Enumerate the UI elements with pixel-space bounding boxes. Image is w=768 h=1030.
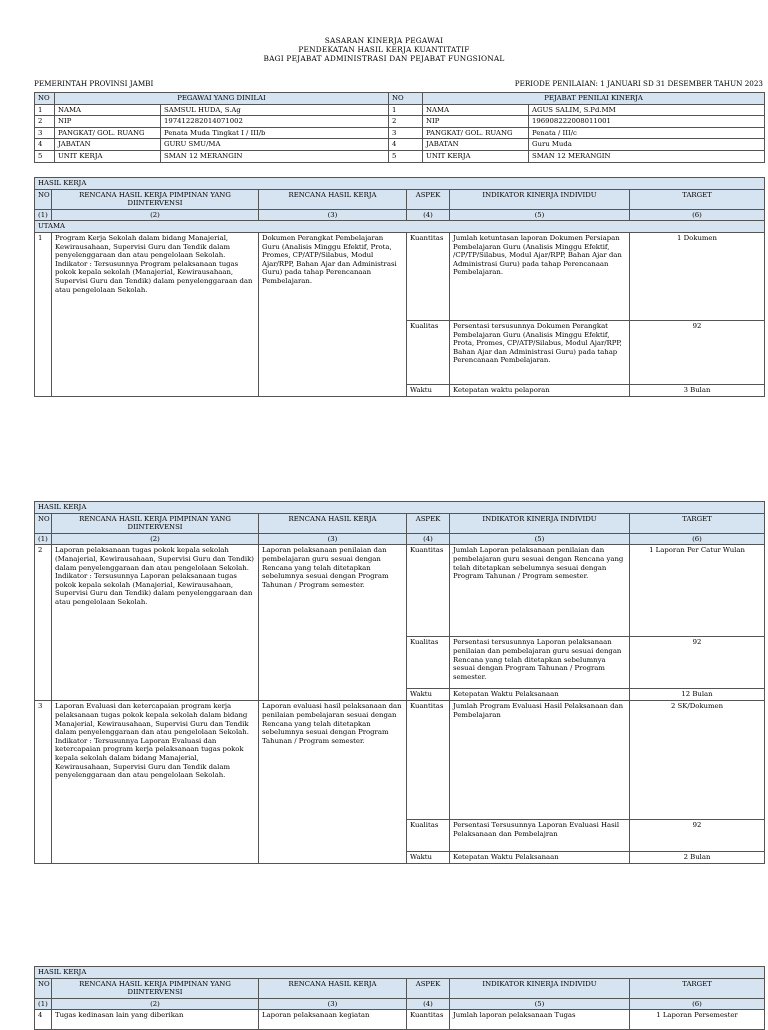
identity-penilai-value: SMAN 12 MERANGIN (529, 150, 765, 162)
identity-no: 4 (35, 139, 55, 151)
item-rhk: Laporan evaluasi hasil pelaksanaan dan penilaian pembelajaran sesuai dengan Rencana yang telah ditetapkan sebelumnya sesuai dengan Program Tahunan / Program semester. (259, 701, 407, 864)
item-aspek: Kualitas (407, 820, 450, 852)
item-target: 92 (630, 637, 765, 689)
identity-pegawai-value: SAMSUL HUDA, S.Ag (161, 104, 389, 116)
section-title: HASIL KERJA (35, 178, 765, 190)
identity-pegawai-value: SMAN 12 MERANGIN (161, 150, 389, 162)
item-indikator: Jumlah ketuntasan laporan Dokumen Persiapan Pembelajaran Guru (Analisis Minggu Efektif, /CP/TP/Silabus, Modul Ajar/RPP, Bahan Ajar dan Administrasi Guru) pada tahap Perencanaan Pembelajaran. (450, 232, 630, 320)
identity-penilai-value: Guru Muda (529, 139, 765, 151)
column-number: (2) (52, 533, 259, 545)
utama-row (35, 221, 765, 233)
identity-row (35, 116, 765, 128)
column-number: (6) (630, 533, 765, 545)
item-indikator: Persentasi Tersusunnya Laporan Evaluasi Hasil Pelaksanaan dan Pembelajran (450, 820, 630, 852)
identity-no-2: 4 (389, 139, 423, 151)
identity-row (35, 150, 765, 162)
identity-no: 3 (35, 127, 55, 139)
item-rhk: Laporan pelaksanaan kegiatan (259, 1010, 407, 1030)
identity-no-2: 1 (389, 104, 423, 116)
col-aspek: ASPEK (407, 978, 450, 998)
item-rhk: Dokumen Perangkat Pembelajaran Guru (Analisis Minggu Efektif, Prota, Promes, CP/ATP/Silabus, Modul Ajar/RPP, Bahan Ajar dan Administrasi Guru) pada tahap Perencanaan Pembelajaran. (259, 232, 407, 396)
col-no-2: NO (389, 93, 423, 105)
item-aspek: Kuantitas (407, 701, 450, 820)
hasil-kerja-table-1 (34, 177, 765, 397)
col-target: TARGET (630, 189, 765, 209)
item-rhk-pimpinan: Tugas kedinasan lain yang diberikan (52, 1010, 259, 1030)
col-indikator: INDIKATOR KINERJA INDIVIDU (450, 189, 630, 209)
identity-header-row (35, 93, 765, 105)
item-indikator: Ketepatan Waktu Pelaksanaan (450, 852, 630, 864)
column-number: (5) (450, 998, 630, 1010)
identity-label-2: NIP (423, 116, 529, 128)
identity-table (34, 92, 765, 163)
item-target: 1 Laporan Per Catur Wulan (630, 545, 765, 637)
section-title-row (35, 502, 765, 514)
item-indikator: Ketepatan Waktu Pelaksanaan (450, 689, 630, 701)
column-number: (3) (259, 998, 407, 1010)
column-number: (4) (407, 209, 450, 221)
item-target: 12 Bulan (630, 689, 765, 701)
column-number-row (35, 998, 765, 1010)
identity-label: JABATAN (55, 139, 161, 151)
table-row (35, 545, 765, 637)
column-number: (1) (35, 209, 52, 221)
identity-label-2: PANGKAT/ GOL. RUANG (423, 127, 529, 139)
item-target: 92 (630, 820, 765, 852)
column-header-row (35, 978, 765, 998)
item-aspek: Kualitas (407, 320, 450, 384)
identity-no-2: 2 (389, 116, 423, 128)
item-no: 2 (35, 545, 52, 701)
identity-no-2: 5 (389, 150, 423, 162)
item-aspek: Kuantitas (407, 232, 450, 320)
identity-penilai-value: 196908222008011001 (529, 116, 765, 128)
column-number: (6) (630, 998, 765, 1010)
identity-no: 1 (35, 104, 55, 116)
item-no: 3 (35, 701, 52, 864)
section-title-row (35, 967, 765, 979)
item-target: 3 Bulan (630, 384, 765, 396)
col-rhk: RENCANA HASIL KERJA (259, 189, 407, 209)
table-row (35, 1010, 765, 1030)
doc-title: SASARAN KINERJA PEGAWAI (324, 36, 444, 45)
item-rhk-pimpinan: Program Kerja Sekolah dalam bidang Manajerial, Kewirausahaan, Supervisi Guru dan Tendik dalam penyelenggaraan dan atau pengelolaan Sekolah. Indikator : Tersusunnya Program pelaksanaan tugas pokok kepala sekolah (Manajerial, Kewirausahaan, Supervisi Guru dan Tendik) dalam penyelenggaraan dan atau pengelolaan Sekolah. (52, 232, 259, 396)
col-no: NO (35, 189, 52, 209)
identity-label: NIP (55, 116, 161, 128)
identity-penilai-value: AGUS SALIM, S.Pd.MM (529, 104, 765, 116)
identity-label: NAMA (55, 104, 161, 116)
col-no: NO (35, 93, 55, 105)
col-rhk-pimpinan: RENCANA HASIL KERJA PIMPINAN YANG DIINTERVENSI (52, 189, 259, 209)
identity-label: UNIT KERJA (55, 150, 161, 162)
identity-row (35, 139, 765, 151)
hasil-kerja-table-3 (34, 966, 765, 1030)
item-no: 4 (35, 1010, 52, 1030)
identity-row (35, 104, 765, 116)
periode: PERIODE PENILAIAN: 1 JANUARI SD 31 DESEMBER TAHUN 2023 (514, 79, 763, 88)
col-aspek: ASPEK (407, 189, 450, 209)
pegawai-header: PEGAWAI YANG DINILAI (55, 93, 389, 105)
item-indikator: Ketepatan waktu pelaporan (450, 384, 630, 396)
identity-label-2: UNIT KERJA (423, 150, 529, 162)
identity-row (35, 127, 765, 139)
doc-subtitle-2: BAGI PEJABAT ADMINISTRASI DAN PEJABAT FUNGSIONAL (263, 54, 505, 63)
item-indikator: Jumlah Laporan pelaksanaan penilaian dan pembelajaran guru sesuai dengan Rencana yang telah ditetapkan sebelumnya sesuai dengan Program Tahunan / Program semester. (450, 545, 630, 637)
item-target: 2 Bulan (630, 852, 765, 864)
item-rhk: Laporan pelaksanaan penilaian dan pembelajaran guru sesuai dengan Rencana yang telah ditetapkan sebelumnya sesuai dengan Program Tahunan / Program semester. (259, 545, 407, 701)
col-rhk: RENCANA HASIL KERJA (259, 978, 407, 998)
identity-label-2: JABATAN (423, 139, 529, 151)
identity-no-2: 3 (389, 127, 423, 139)
item-rhk-pimpinan: Laporan Evaluasi dan ketercapaian program kerja pelaksanaan tugas pokok kepala sekolah dalam bidang Manajerial, Kewirausahaan, Supervisi Guru dan Tendik dalam penyelenggaraan dan atau pengelolaan Sekolah. Indikator : Tersusunnya Laporan Evaluasi dan ketercapaian program kerja pelaksanaan tugas pokok kepala sekolah dalam bidang Manajerial, Kewirausahaan, Supervisi Guru dan Tendik dalam penyelenggaraan dan atau pengelolaan Sekolah. (52, 701, 259, 864)
column-number-row (35, 209, 765, 221)
column-number: (1) (35, 533, 52, 545)
column-number: (3) (259, 533, 407, 545)
instansi: PEMERINTAH PROVINSI JAMBI (34, 79, 154, 88)
column-number: (1) (35, 998, 52, 1010)
utama-label: UTAMA (35, 221, 765, 233)
col-aspek: ASPEK (407, 513, 450, 533)
hasil-kerja-table-2 (34, 501, 765, 864)
item-aspek: Kuantitas (407, 545, 450, 637)
item-aspek: Waktu (407, 384, 450, 396)
section-title: HASIL KERJA (35, 967, 765, 979)
section-title: HASIL KERJA (35, 502, 765, 514)
col-no: NO (35, 513, 52, 533)
identity-pegawai-value: GURU SMU/MA (161, 139, 389, 151)
item-target: 2 SK/Dokumen (630, 701, 765, 820)
identity-pegawai-value: Penata Muda Tingkat I / III/b (161, 127, 389, 139)
identity-label-2: NAMA (423, 104, 529, 116)
column-number: (4) (407, 533, 450, 545)
item-indikator: Jumlah laporan pelaksanaan Tugas (450, 1010, 630, 1030)
column-number-row (35, 533, 765, 545)
col-rhk-pimpinan: RENCANA HASIL KERJA PIMPINAN YANG DIINTERVENSI (52, 513, 259, 533)
identity-label: PANGKAT/ GOL. RUANG (55, 127, 161, 139)
identity-penilai-value: Penata / III/c (529, 127, 765, 139)
identity-pegawai-value: 197412282014071002 (161, 116, 389, 128)
column-number: (6) (630, 209, 765, 221)
item-aspek: Waktu (407, 852, 450, 864)
item-target: 1 Dokumen (630, 232, 765, 320)
item-no: 1 (35, 232, 52, 396)
item-rhk-pimpinan: Laporan pelaksanaan tugas pokok kepala sekolah (Manajerial, Kewirausahaan, Supervisi Guru dan Tendik) dalam penyelenggaraan dan atau pengelolaan Sekolah. Indikator : Tersusunnya Laporan pelaksanaan tugas pokok kepala sekolah (Manajerial, Kewirausahaan, Supervisi Guru dan Tendik) dalam penyelenggaraan dan atau pengelolaan Sekolah. (52, 545, 259, 701)
identity-no: 2 (35, 116, 55, 128)
table-row (35, 701, 765, 820)
table-row (35, 232, 765, 320)
col-rhk-pimpinan: RENCANA HASIL KERJA PIMPINAN YANG DIINTERVENSI (52, 978, 259, 998)
item-aspek: Kualitas (407, 637, 450, 689)
column-header-row (35, 513, 765, 533)
item-target: 92 (630, 320, 765, 384)
doc-subtitle: PENDEKATAN HASIL KERJA KUANTITATIF (298, 45, 470, 54)
column-number: (5) (450, 533, 630, 545)
col-indikator: INDIKATOR KINERJA INDIVIDU (450, 978, 630, 998)
item-indikator: Jumlah Program Evaluasi Hasil Pelaksanaan dan Pembelajaran (450, 701, 630, 820)
col-target: TARGET (630, 513, 765, 533)
item-aspek: Kuantitas (407, 1010, 450, 1030)
column-number: (2) (52, 998, 259, 1010)
section-title-row (35, 178, 765, 190)
identity-no: 5 (35, 150, 55, 162)
col-no: NO (35, 978, 52, 998)
col-rhk: RENCANA HASIL KERJA (259, 513, 407, 533)
column-number: (2) (52, 209, 259, 221)
column-header-row (35, 189, 765, 209)
column-number: (3) (259, 209, 407, 221)
col-indikator: INDIKATOR KINERJA INDIVIDU (450, 513, 630, 533)
column-number: (4) (407, 998, 450, 1010)
item-aspek: Waktu (407, 689, 450, 701)
item-indikator: Persentasi tersusunnya Laporan pelaksanaan penilaian dan pembelajaran guru sesuai dengan Rencana yang telah ditetapkan sebelumnya sesuai dengan Program Tahunan / Program semester. (450, 637, 630, 689)
item-target: 1 Laporan Persemester (630, 1010, 765, 1030)
col-target: TARGET (630, 978, 765, 998)
column-number: (5) (450, 209, 630, 221)
penilai-header: PEJABAT PENILAI KINERJA (423, 93, 765, 105)
item-indikator: Persentasi tersusunnya Dokumen Perangkat Pembelajaran Guru (Analisis Minggu Efektif, Prota, Promes, CP/ATP/Silabus, Modul Ajar/RPP, Bahan Ajar dan Administrasi Guru) pada tahap Perencanaan Pembelajaran. (450, 320, 630, 384)
